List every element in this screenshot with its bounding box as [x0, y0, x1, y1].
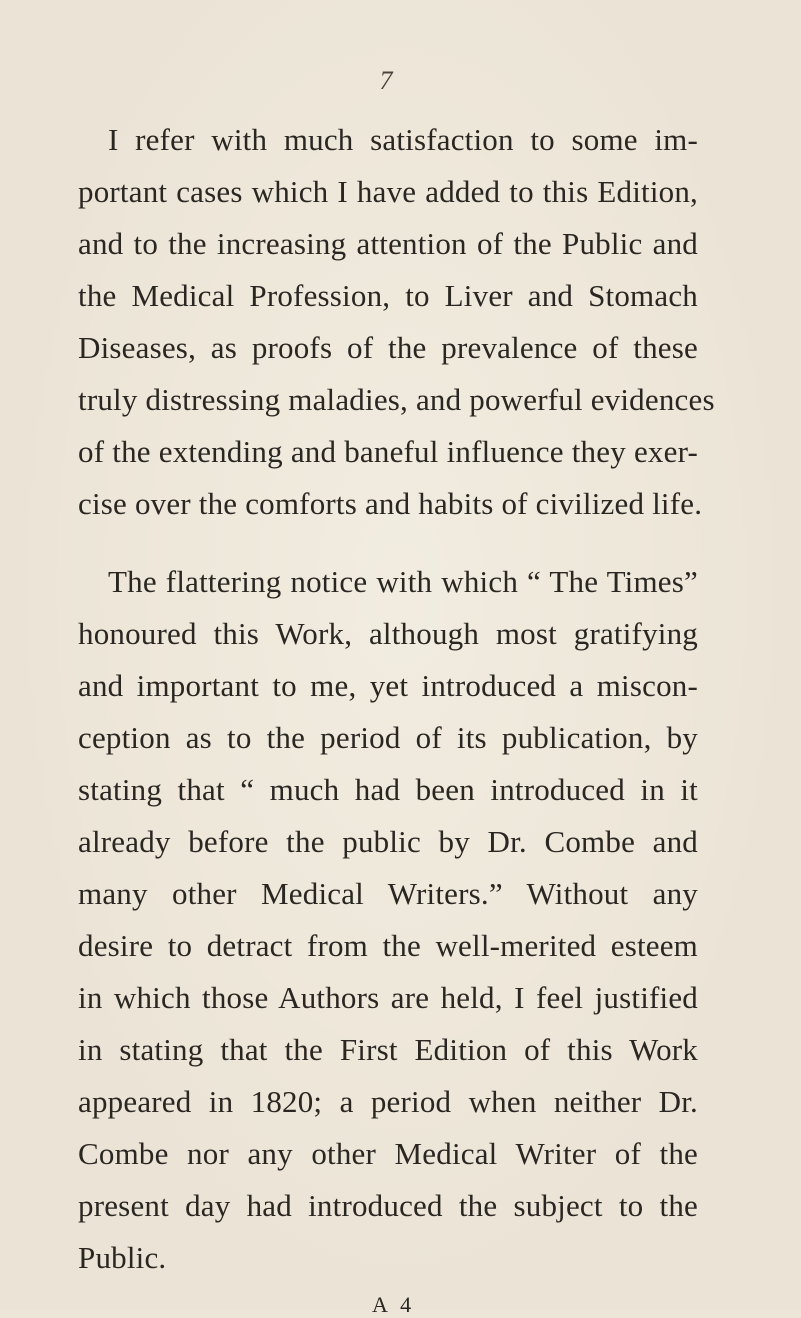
- text-line: truly distressing maladies, and powerful evidences: [78, 382, 715, 417]
- text-line: in stating that the First Edition of this Work: [78, 1032, 698, 1067]
- text-line: Diseases, as proofs of the prevalence of these: [78, 330, 698, 365]
- text-line: of the extending and baneful influence they exer-: [78, 434, 698, 469]
- text-line: portant cases which I have added to this Edition,: [78, 174, 698, 209]
- text-line: in which those Authors are held, I feel justified: [78, 980, 698, 1015]
- text-line: and important to me, yet introduced a miscon-: [78, 668, 698, 703]
- text-line: ception as to the period of its publication, by: [78, 720, 698, 755]
- page-number: 7: [379, 66, 393, 95]
- text-line: The flattering notice with which “ The Times”: [108, 564, 698, 599]
- text-line: already before the public by Dr. Combe and: [78, 824, 698, 859]
- text-line: Public.: [78, 1240, 167, 1275]
- text-line: and to the increasing attention of the Public and: [78, 226, 698, 261]
- text-line: appeared in 1820; a period when neither Dr.: [78, 1084, 698, 1119]
- signature-mark: A 4: [372, 1292, 416, 1317]
- text-line: cise over the comforts and habits of civilized life.: [78, 486, 703, 521]
- text-line: Combe nor any other Medical Writer of the: [78, 1136, 698, 1171]
- text-line: desire to detract from the well-merited esteem: [78, 928, 698, 963]
- text-line: the Medical Profession, to Liver and Stomach: [78, 278, 698, 313]
- text-line: many other Medical Writers.” Without any: [78, 876, 698, 911]
- text-line: stating that “ much had been introduced in it: [78, 772, 698, 807]
- text-line: I refer with much satisfaction to some im-: [108, 122, 698, 157]
- text-line: honoured this Work, although most gratifying: [78, 616, 698, 651]
- text-line: present day had introduced the subject to the: [78, 1188, 698, 1223]
